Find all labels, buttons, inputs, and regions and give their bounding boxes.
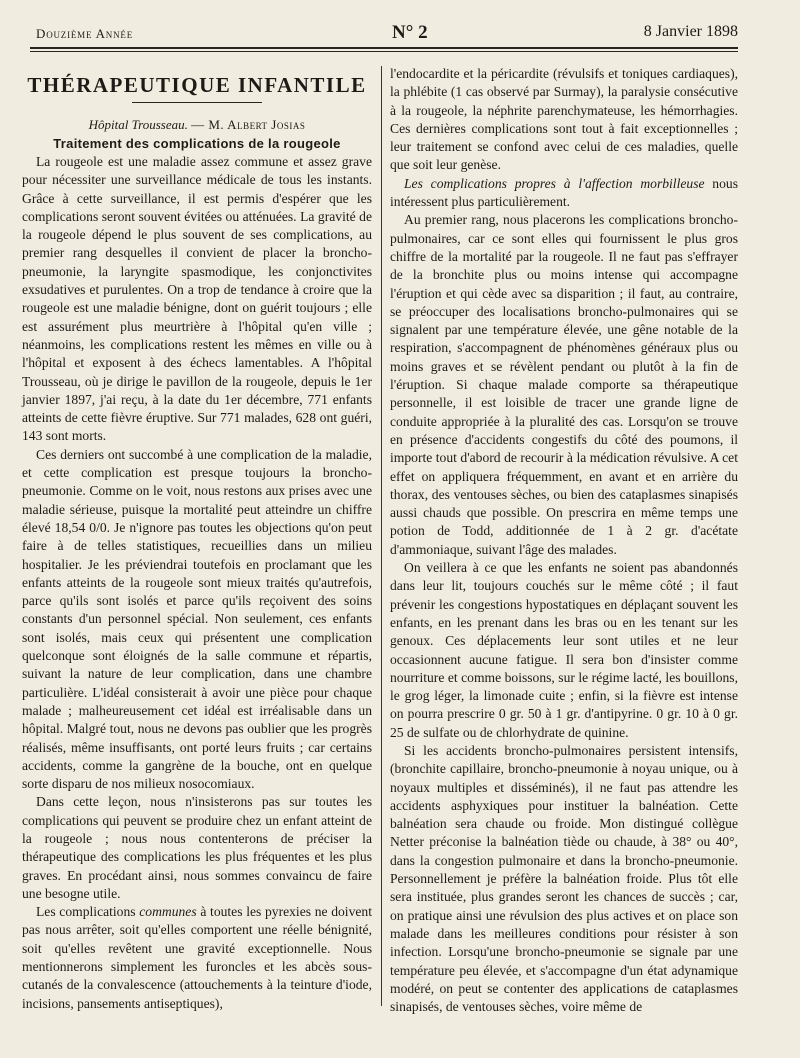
byline bbox=[22, 116, 372, 133]
issue-number: N° 2 bbox=[392, 22, 428, 43]
paragraph-rest: nous intéressent plus particulièrement. bbox=[390, 175, 738, 210]
paragraph: On veillera à ce que les enfants ne soient pas abandonnés dans leur lit, toujours couchés sur le même côté ; il faut prévenir les congestions hypostatiques en déplaçant souvent les enfants, en les prenant dans les bras ou en les tenant sur les genoux. Ces déplacements leur sont utiles et ne leur occasionnent aucune fatigue. Il sera bon d'insister comme nourriture et comme boissons, sur le régime lacté, les bouillons, le grog léger, la limonade cuite ; enfin, si la fièvre est intense on pourra prescrire 0 gr. 50 à 1 gr. d'antipyrine. 0 gr. 10 à 0 gr. 25 de sulfate ou de chlorhydrate de quinine. bbox=[390, 560, 738, 740]
byline-author: — M. Albert Josias bbox=[191, 117, 306, 132]
paragraph: Au premier rang, nous placerons les complications broncho-pulmonaires, car ce sont elles qui fournissent le plus gros chiffre de la mortalité par la rougeole. Il ne faut pas s'effrayer de la bronchite plus ou moins intense qui accompagne l'éruption et qui cède avec sa disparition ; il faut, au contraire, se préoccuper des localisations broncho-pulmonaires qui se signalent par une température élevée, une gêne notable de la respiration, s'accompagnent de phénomènes généraux plus ou moins graves et se révèlent pendant ou plutôt à la fin de l'éruption. Si chaque malade comporte sa thérapeutique personnelle, il est loisible de tracer une grande ligne de conduite appropriée à la pluralité des cas. Lorsqu'on se trouve en présence d'accidents congestifs du côté des poumons, il importe tout d'abord de recourir à la médication révulsive. A cet effet on appliquera fréquemment, en avant et en arrière du thorax, des ventouses sèches, ou bien des cataplasmes sinapisés aussi chauds que possible. On prescrira en même temps une potion de Todd, additionnée de 1 à 2 gr. d'acétate d'ammoniaque, suivant l'âge des malades. bbox=[390, 212, 738, 557]
paragraph bbox=[22, 903, 372, 1013]
paragraph: La rougeole est une maladie assez commune et assez grave pour nécessiter une surveillance médicale de tous les instants. Grâce à cette surveillance, il est permis d'espérer que les complications seront souvent évitées ou atténuées. La gravité de la rougeole dépend le plus souvent de ses complications, au premier rang desquelles il convient de placer la broncho-pneumonie, la laryngite spasmodique, les conjonctivites exsudatives et purulentes. On a trop de tendance à croire que la rougeole est une maladie bénigne, dont on guérit toujours ; elle est assurément plus meurtrière à l'hôpital qu'en ville ; néanmoins, les complications restent les mêmes en ville ou à l'hôpital et exposent à des échecs lamentables. A l'hôpital Trousseau, où je dirige le pavillon de la rougeole, depuis le 1er janvier 1897, j'ai reçu, à la date du 1er décembre, 771 enfants atteints de cette fièvre éruptive. Sur 771 malades, 628 ont guéri, 143 sont morts. bbox=[22, 154, 372, 444]
issue-date: 8 Janvier 1898 bbox=[643, 23, 738, 40]
paragraph: Dans cette leçon, nous n'insisterons pas sur toutes les complications qui peuvent se produire chez un enfant atteint de la rougeole ; nous nous contenterons de préciser la thérapeutique des complications les plus fréquentes et les plus graves. En procédant ainsi, nous sommes convaincu de faire une besogne utile. bbox=[22, 794, 372, 901]
page-header bbox=[30, 22, 738, 46]
issue-label: Douzième Année bbox=[36, 26, 133, 41]
paragraph-lead: Les complications bbox=[36, 904, 140, 920]
header-rule-thick bbox=[30, 47, 738, 49]
paragraph: Si les accidents broncho-pulmonaires persistent intensifs, (bronchite capillaire, broncho-pneumonie à noyau unique, ou à noyaux multiples et disséminés), il ne faut pas attendre les accidents asphyxiques pour instituer la balnéation. Cette balnéation sera chaude ou froide. Mon distingué collègue Netter préconise la balnéation tiède ou chaude, à 38° ou 40°, dans la congestion pulmonaire et dans la broncho-pneumonie. Personnellement je préfère la balnéation froide. Plus tôt elle sera instituée, plus grandes seront les chances de succès ; car, on pratique ainsi une révulsion des plus actives et on place son malade dans les meilleures conditions pour résister à son infection. Lorsqu'une broncho-pneumonie se signale par une température peu élevée, et s'accompagne d'un état adynamique modéré, on peut se contenter des applications de cataplasmes sinapisés, de ventouses sèches, voire même de bbox=[390, 742, 738, 1015]
paragraph bbox=[390, 175, 738, 212]
paragraph-continued: l'endocardite et la péricardite (révulsifs et toniques cardiaques), la phlébite (1 cas observé par Surmay), la paralysie consécutive à la rougeole, la néphrite parenchymateuse, les hémorrhagies. Ces dernières complications sont tout à fait exceptionnelles ; leur traitement se confond avec celui de ces maladies, quelle que soit leur genèse. bbox=[390, 66, 738, 173]
paragraph-rest: à toutes les pyrexies ne doivent pas nous arrêter, soit qu'elles comportent une réelle bénignité, soit qu'elles revêtent une gravité exceptionnelle. Nous mentionnerons simplement les furoncles et les abcès sous-cutanés de la convalescence (attouchements à la teinture d'iode, incisions, pansements antiseptiques), bbox=[22, 904, 372, 1011]
right-column bbox=[390, 65, 738, 1016]
article-subtitle: Traitement des complications de la rougeole bbox=[53, 136, 341, 151]
paragraph: Ces derniers ont succombé à une complication de la maladie, et cette complication est presque toujours la broncho-pneumonie. Comme on le voit, nous restons aux prises avec une maladie sérieuse, puisque la mortalité peut atteindre un chiffre élevé 18,54 0/0. Je n'ignore pas toutes les objections qu'on peut faire à de telles statistiques, recueillies dans un milieu hospitalier. Je les préviendrai toutefois en proclamant que les enfants atteints de la rougeole sont mieux traités qu'autrefois, parce qu'ils sont isolés et parce qu'ils reçoivent des soins constants d'un personnel spécial. Non seulement, ces enfants sont isolés, mais ceux qui présentent une complication quelconque sont éloignés de la salle commune et répartis, suivant la nature de leur complication, dans une chambre particulière. L'idéal consisterait à avoir une pièce pour chaque malade ; malheureusement cet idéal est irréalisable dans un hôpital. Malgré tout, nous ne devons pas oublier que les progrès réalisés, même insuffisants, ont porté leurs fruits ; car certains accidents, comme la gangrène de la bouche, ont en quelque sorte disparu de nos milieux nosocomiaux. bbox=[22, 446, 372, 792]
section-title: THÉRAPEUTIQUE INFANTILE bbox=[27, 73, 367, 97]
emphasis: Les complications propres à l'affection morbilleuse bbox=[404, 175, 705, 191]
byline-hospital: Hôpital Trousseau. bbox=[88, 117, 188, 132]
left-column bbox=[22, 62, 372, 1013]
header-rule-thin bbox=[30, 51, 738, 52]
column-divider bbox=[381, 66, 382, 1006]
title-rule bbox=[132, 102, 262, 103]
emphasis: communes bbox=[139, 904, 197, 920]
